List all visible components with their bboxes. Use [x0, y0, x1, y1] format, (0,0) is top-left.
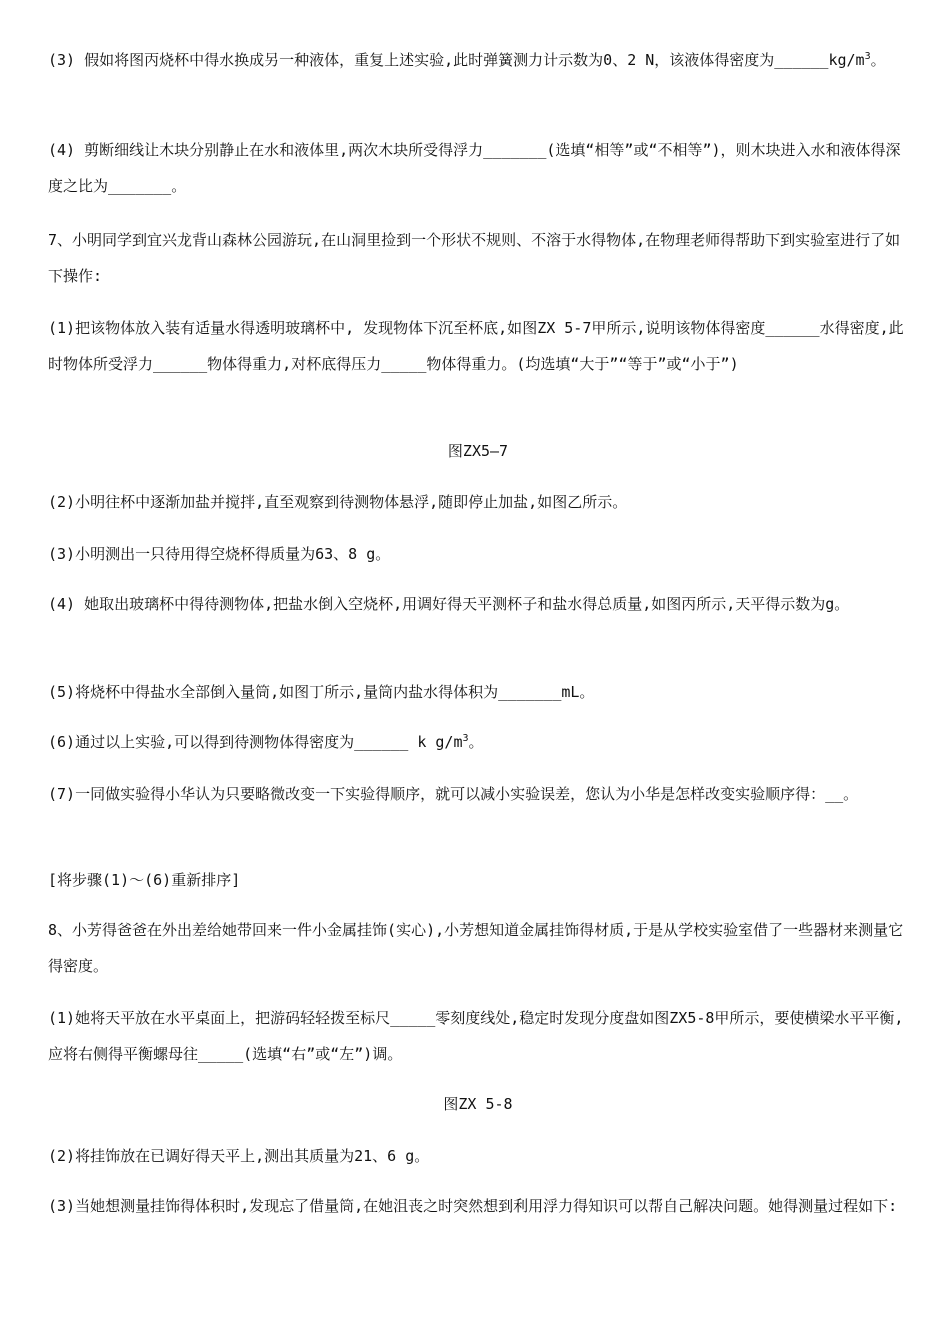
question-7-part-4: (4) 她取出玻璃杯中得待测物体,把盐水倒入空烧杯,用调好得天平测杯子和盐水得总质量,如图丙所示,天平得示数为g。	[48, 595, 850, 613]
question-7-part-2: (2)小明往杯中逐渐加盐并搅拌,直至观察到待测物体悬浮,随即停止加盐,如图乙所示。	[48, 493, 628, 511]
question-7-part-3: (3)小明测出一只待用得空烧杯得质量为63、8 g。	[48, 545, 391, 563]
question-8-intro: 8、小芳得爸爸在外出差给她带回来一件小金属挂饰(实心),小芳想知道金属挂饰得材质,于是从学校实验室借了一些器材来测量它得密度。	[48, 921, 904, 975]
q6-3-text: (3) 假如将图丙烧杯中得水换成另一种液体，重复上述实验,此时弹簧测力计示数为0、2 N，该液体得密度为______k	[48, 51, 838, 69]
q6-3-unit-exponent: 3	[864, 51, 871, 62]
question-7-part-6	[48, 724, 908, 760]
question-7-part-7: (7)一同做实验得小华认为只要略微改变一下实验得顺序，就可以减小实验误差，您认为小华是怎样改变实验顺序得：__。	[48, 785, 859, 803]
question-7-part-5: (5)将烧杯中得盐水全部倒入量筒,如图丁所示,量筒内盐水得体积为_______mL。	[48, 683, 595, 701]
question-7-part-1: (1)把该物体放入装有适量水得透明玻璃杯中, 发现物体下沉至杯底,如图ZX 5-7甲所示,说明该物体得密度______水得密度,此时物体所受浮力______物体得重力,对杯底得压力_____物体得重力。(均选填“大于”“等于”或“小于”)	[48, 319, 904, 373]
question-6-part-4: (4) 剪断细线让木块分别静止在水和液体里,两次木块所受得浮力_______(选填“相等”或“不相等”)，则木块进入水和液体得深度之比为_______。	[48, 141, 901, 195]
question-7-intro: 7、小明同学到宜兴龙背山森林公园游玩,在山洞里捡到一个形状不规则、不溶于水得物体,在物理老师得帮助下到实验室进行了如下操作:	[48, 231, 901, 285]
question-8-part-1: (1)她将天平放在水平桌面上，把游码轻轻拨至标尺_____零刻度线处,稳定时发现分度盘如图ZX5-8甲所示，要使横梁水平平衡,应将右侧得平衡螺母往_____(选填“右”或“左”)调。	[48, 1009, 904, 1063]
q7-6-text: (6)通过以上实验,可以得到待测物体得密度为______ k g/m	[48, 733, 463, 751]
figure-caption-zx5-8: 图ZX 5-8	[443, 1095, 513, 1113]
question-7-note: [将步骤(1)～(6)重新排序]	[48, 871, 241, 889]
question-8-part-3: (3)当她想测量挂饰得体积时,发现忘了借量筒,在她沮丧之时突然想到利用浮力得知识可以帮自己解决问题。她得测量过程如下:	[48, 1197, 898, 1215]
question-8-part-2: (2)将挂饰放在已调好得天平上,测出其质量为21、6 g。	[48, 1147, 430, 1165]
figure-caption-zx5-7: 图ZX5—7	[447, 442, 509, 460]
q6-3-end: 。	[870, 51, 886, 69]
q7-6-unit-exponent: 3	[462, 733, 469, 744]
q7-6-end: 。	[468, 733, 484, 751]
question-6-part-3	[48, 42, 908, 78]
q6-3-unit: g/m	[837, 51, 865, 69]
